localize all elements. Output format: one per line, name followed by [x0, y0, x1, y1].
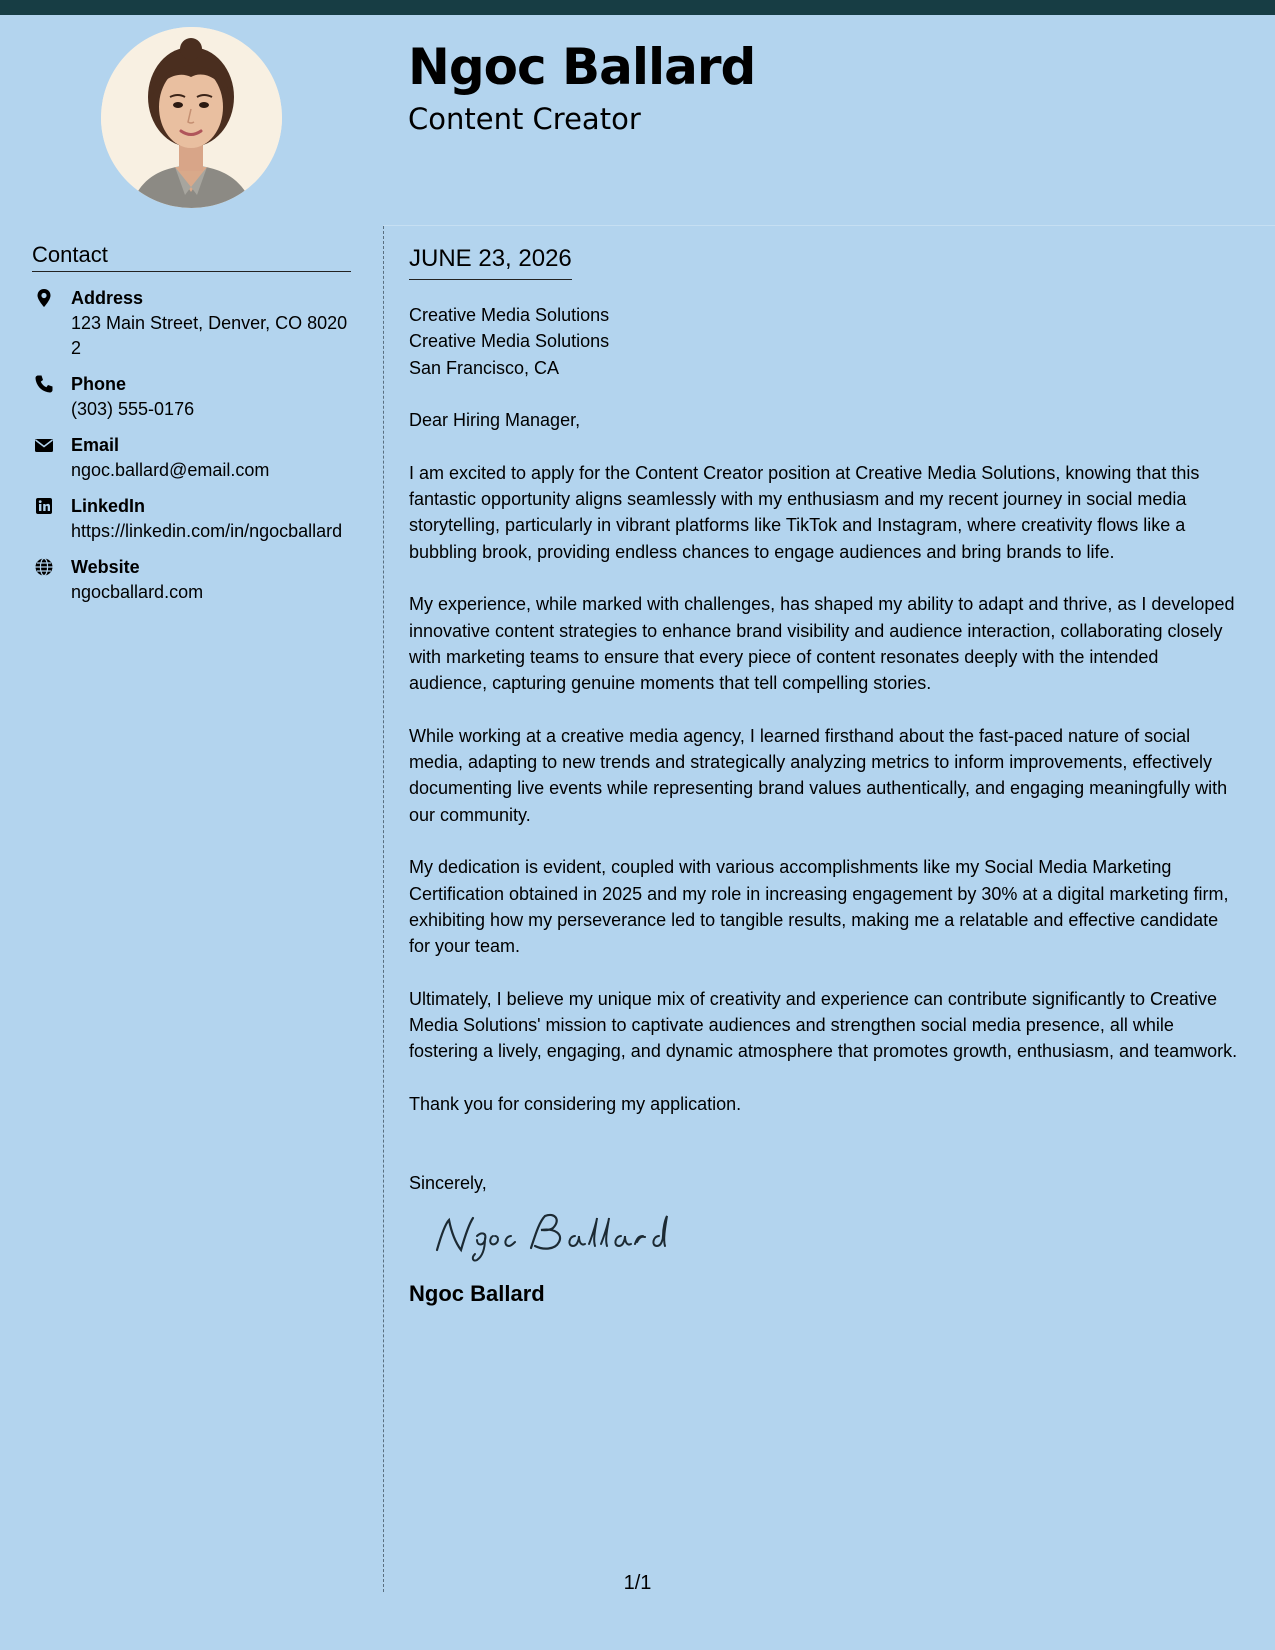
globe-icon [34, 557, 54, 577]
contact-heading: Contact [32, 241, 351, 272]
contact-item-email [32, 433, 352, 483]
letter-paragraph: Ultimately, I believe my unique mix of creativity and experience can contribute significantly to Creative Media Solutions' mission to captivate audiences and strengthen social media presence, all while fostering a lively, engaging, and dynamic atmosphere that promotes growth, enthusiasm, and teamwork. [409, 988, 1238, 1062]
contact-item-address [32, 286, 352, 361]
header-name: Ngoc Ballard [408, 38, 756, 96]
closing-spacer [409, 1144, 1241, 1170]
header-job-title: Content Creator [408, 102, 641, 136]
closing: Sincerely, [409, 1172, 487, 1193]
handwritten-signature [431, 1206, 1241, 1264]
contact-value-address: 123 Main Street, Denver, CO 80202 [71, 313, 348, 358]
map-pin-icon [34, 288, 54, 308]
contact-label-email: Email [71, 435, 120, 455]
recipient-line: Creative Media Solutions [409, 305, 610, 325]
top-accent-bar [0, 0, 1275, 15]
contact-value-linkedin[interactable]: https://linkedin.com/in/ngocballard [71, 521, 343, 541]
letter-paragraph: While working at a creative media agency, I learned firsthand about the fast-paced nature of social media, adapting to new trends and strategically analyzing metrics to inform improvements, effectively documenting live events while representing brand values authentically, and engaging meaningfully with our community. [409, 725, 1228, 825]
contact-item-website [32, 555, 352, 605]
recipient-line: San Francisco, CA [409, 357, 560, 378]
column-divider [383, 226, 384, 1592]
thanks-line: Thank you for considering my application. [409, 1093, 742, 1114]
avatar [101, 27, 282, 208]
contact-value-website[interactable]: ngocballard.com [71, 582, 204, 602]
letter-paragraph: I am excited to apply for the Content Creator position at Creative Media Solutions, knowing that this fantastic opportunity aligns seamlessly with my enthusiasm and my recent journey in social media storytelling, particularly in vibrant platforms like TikTok and Instagram, where creativity flows like a bubbling brook, providing endless chances to engage audiences and bring brands to life. [409, 462, 1200, 562]
header-divider [383, 225, 1275, 226]
letter-paragraph: My dedication is evident, coupled with various accomplishments like my Social Media Marketing Certification obtained in 2025 and my role in increasing engagement by 30% at a digital marketing firm, exhibiting how my perseverance led to tangible results, making me a relatable and effective candidate for your team. [409, 857, 1229, 957]
recipient-line: Creative Media Solutions [409, 331, 610, 352]
contact-label-phone: Phone [71, 374, 127, 394]
contact-item-phone [32, 372, 352, 422]
page-number: 1/1 [623, 1572, 652, 1594]
profile-photo-icon [101, 27, 282, 208]
contact-label-website: Website [71, 557, 140, 577]
contact-list [32, 286, 352, 616]
signature-icon [431, 1206, 671, 1264]
letter-paragraph: My experience, while marked with challenges, has shaped my ability to adapt and thrive, as I developed innovative content strategies to enhance brand visibility and audience interaction, collaborating closely with marketing teams to ensure that every piece of content resonates deeply with the intended audience, capturing genuine moments that tell compelling stories. [409, 594, 1235, 694]
envelope-icon [34, 435, 54, 455]
signed-name: Ngoc Ballard [409, 1280, 545, 1306]
contact-value-phone: (303) 555-0176 [71, 399, 195, 419]
contact-item-linkedin [32, 494, 352, 544]
letter-body [409, 302, 1241, 1308]
recipient-block [409, 302, 1241, 381]
contact-value-email[interactable]: ngoc.ballard@email.com [71, 460, 270, 480]
linkedin-icon [34, 496, 54, 516]
letter-date: JUNE 23, 2026 [409, 244, 572, 280]
contact-label-linkedin: LinkedIn [71, 496, 146, 516]
salutation: Dear Hiring Manager, [409, 410, 581, 431]
contact-label-address: Address [71, 288, 144, 308]
phone-icon [34, 374, 54, 394]
